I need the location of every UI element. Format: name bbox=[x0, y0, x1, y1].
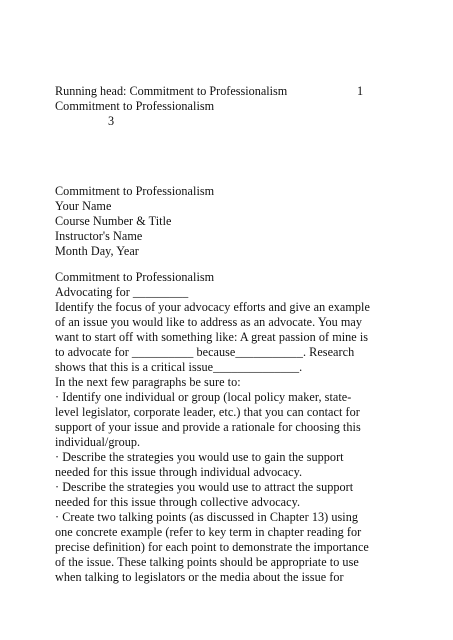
running-head-row bbox=[55, 84, 375, 99]
body-line: needed for this issue through individual advocacy. bbox=[55, 465, 303, 479]
body-line: one concrete example (refer to key term in chapter reading for bbox=[55, 525, 362, 539]
body-line: want to start off with something like: A great passion of mine is bbox=[55, 330, 369, 344]
body-heading: Commitment to Professionalism bbox=[55, 270, 215, 284]
page-number: 1 bbox=[357, 84, 364, 98]
second-page-number: 3 bbox=[108, 114, 115, 128]
body-line: Identify the focus of your advocacy efforts and give an example bbox=[55, 300, 370, 314]
bullet-line: · Describe the strategies you would use to gain the support bbox=[55, 450, 344, 464]
body-line: level legislator, corporate leader, etc.) that you can contact for bbox=[55, 405, 360, 419]
body-line: precise definition) for each point to demonstrate the importance bbox=[55, 540, 369, 554]
body-line: individual/group. bbox=[55, 435, 141, 449]
bullet-line: · Create two talking points (as discussed in Chapter 13) using bbox=[55, 510, 358, 524]
body-line: shows that this is a critical issue______________. bbox=[55, 360, 303, 374]
author-line: Your Name bbox=[55, 199, 112, 213]
short-title: Commitment to Professionalism bbox=[55, 99, 215, 113]
body-line: support of your issue and provide a rationale for choosing this bbox=[55, 420, 361, 434]
body-line: In the next few paragraphs be sure to: bbox=[55, 375, 241, 389]
instructor-line: Instructor's Name bbox=[55, 229, 143, 243]
bullet-line: · Describe the strategies you would use to attract the support bbox=[55, 480, 354, 494]
body-line: Advocating for _________ bbox=[55, 285, 189, 299]
body-line: needed for this issue through collective advocacy. bbox=[55, 495, 301, 509]
title-line: Commitment to Professionalism bbox=[55, 184, 215, 198]
date-line: Month Day, Year bbox=[55, 244, 139, 258]
body-line: of an issue you would like to address as an advocate. You may bbox=[55, 315, 363, 329]
running-head: Running head: Commitment to Professionalism bbox=[55, 84, 288, 98]
body-line: when talking to legislators or the media about the issue for bbox=[55, 570, 344, 584]
course-line: Course Number & Title bbox=[55, 214, 172, 228]
bullet-line: · Identify one individual or group (local policy maker, state- bbox=[55, 390, 352, 404]
body-line: of the issue. These talking points should be appropriate to use bbox=[55, 555, 359, 569]
body-line: to advocate for __________ because___________. Research bbox=[55, 345, 355, 359]
